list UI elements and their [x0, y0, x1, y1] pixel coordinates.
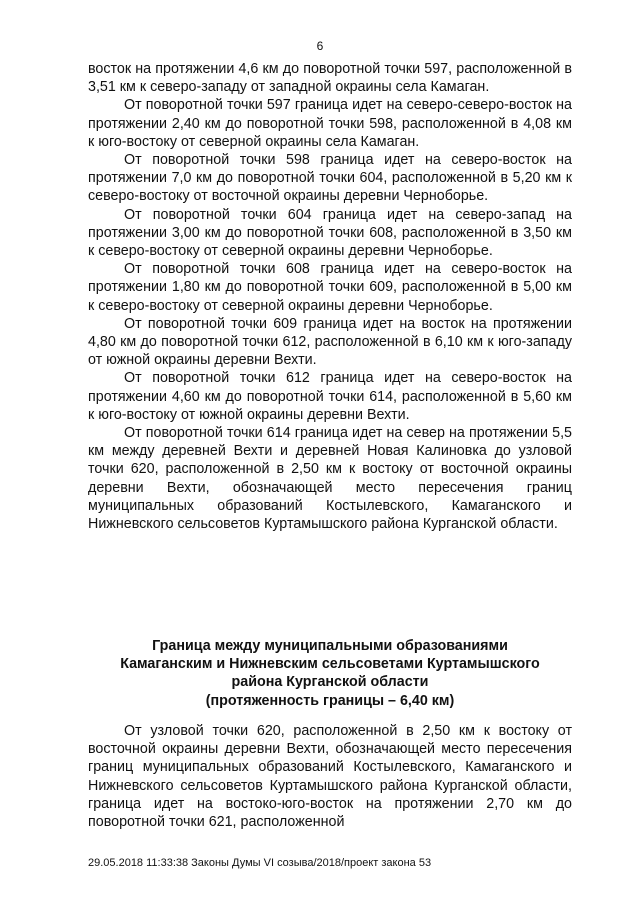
footer-metadata: 29.05.2018 11:33:38 Законы Думы VI созыва/2018/проект закона 53 [88, 857, 432, 869]
heading-line: Камаганским и Нижневским сельсоветами Куртамышского [120, 656, 540, 673]
paragraph: От поворотной точки 598 граница идет на северо-восток на протяжении 7,0 км до поворотной точки 604, расположенной в 5,20 км к северо-востоку от восточной окраины деревни Черноборье. [88, 152, 572, 205]
heading-line: Граница между муниципальными образованиями [152, 638, 508, 654]
paragraph: От узловой точки 620, расположенной в 2,50 км к востоку от восточной окраины деревни Вехти, обозначающей место пересечения границ муниципальных образований Костылевского, Камаганского и Нижневского сельсоветов Куртамышского района Курганской области, граница идет на востоко-юго-восток на протяжении 2,70 км до поворотной точки 621, расположенной [88, 723, 572, 831]
heading-line: (протяженность границы – 6,40 км) [205, 692, 455, 709]
paragraph: От поворотной точки 614 граница идет на север на протяжении 5,5 км между деревней Вехти и деревней Новая Калиновка до узловой точки 620, расположенной в 2,50 км к востоку от восточной окраины деревни Вехти, обозначающей место пересечения границ муниципальных образований Костылевского, Камаганского и Нижневского сельсоветов Куртамышского района Курганской области. [88, 425, 572, 533]
paragraph: От поворотной точки 597 граница идет на северо-северо-восток на протяжении 2,40 км до поворотной точки 598, расположенной в 4,08 км к юго-востоку от северной окраины села Камаган. [88, 97, 572, 150]
paragraph: От поворотной точки 608 граница идет на северо-восток на протяжении 1,80 км до поворотной точки 609, расположенной в 5,00 км к северо-востоку от северной окраины деревни Черноборье. [88, 261, 572, 314]
heading-line: района Курганской области [231, 674, 429, 691]
page-number: 6 [316, 39, 324, 53]
section-body [88, 722, 572, 831]
section-heading [88, 637, 572, 710]
paragraph: От поворотной точки 612 граница идет на северо-восток на протяжении 4,60 км до поворотной точки 614, расположенной в 5,60 км к юго-востоку от южной окраины деревни Вехти. [88, 370, 572, 423]
paragraph: От поворотной точки 604 граница идет на северо-запад на протяжении 3,00 км до поворотной точки 608, расположенной в 3,50 км к северо-востоку от северной окраины деревни Черноборье. [88, 206, 572, 260]
body-text [88, 60, 572, 533]
paragraph-continuation: восток на протяжении 4,6 км до поворотной точки 597, расположенной в 3,51 км к северо-западу от западной окраины села Камаган. [88, 61, 572, 96]
paragraph: От поворотной точки 609 граница идет на восток на протяжении 4,80 км до поворотной точки 612, расположенной в 6,10 км к юго-западу от южной окраины деревни Вехти. [88, 315, 572, 369]
